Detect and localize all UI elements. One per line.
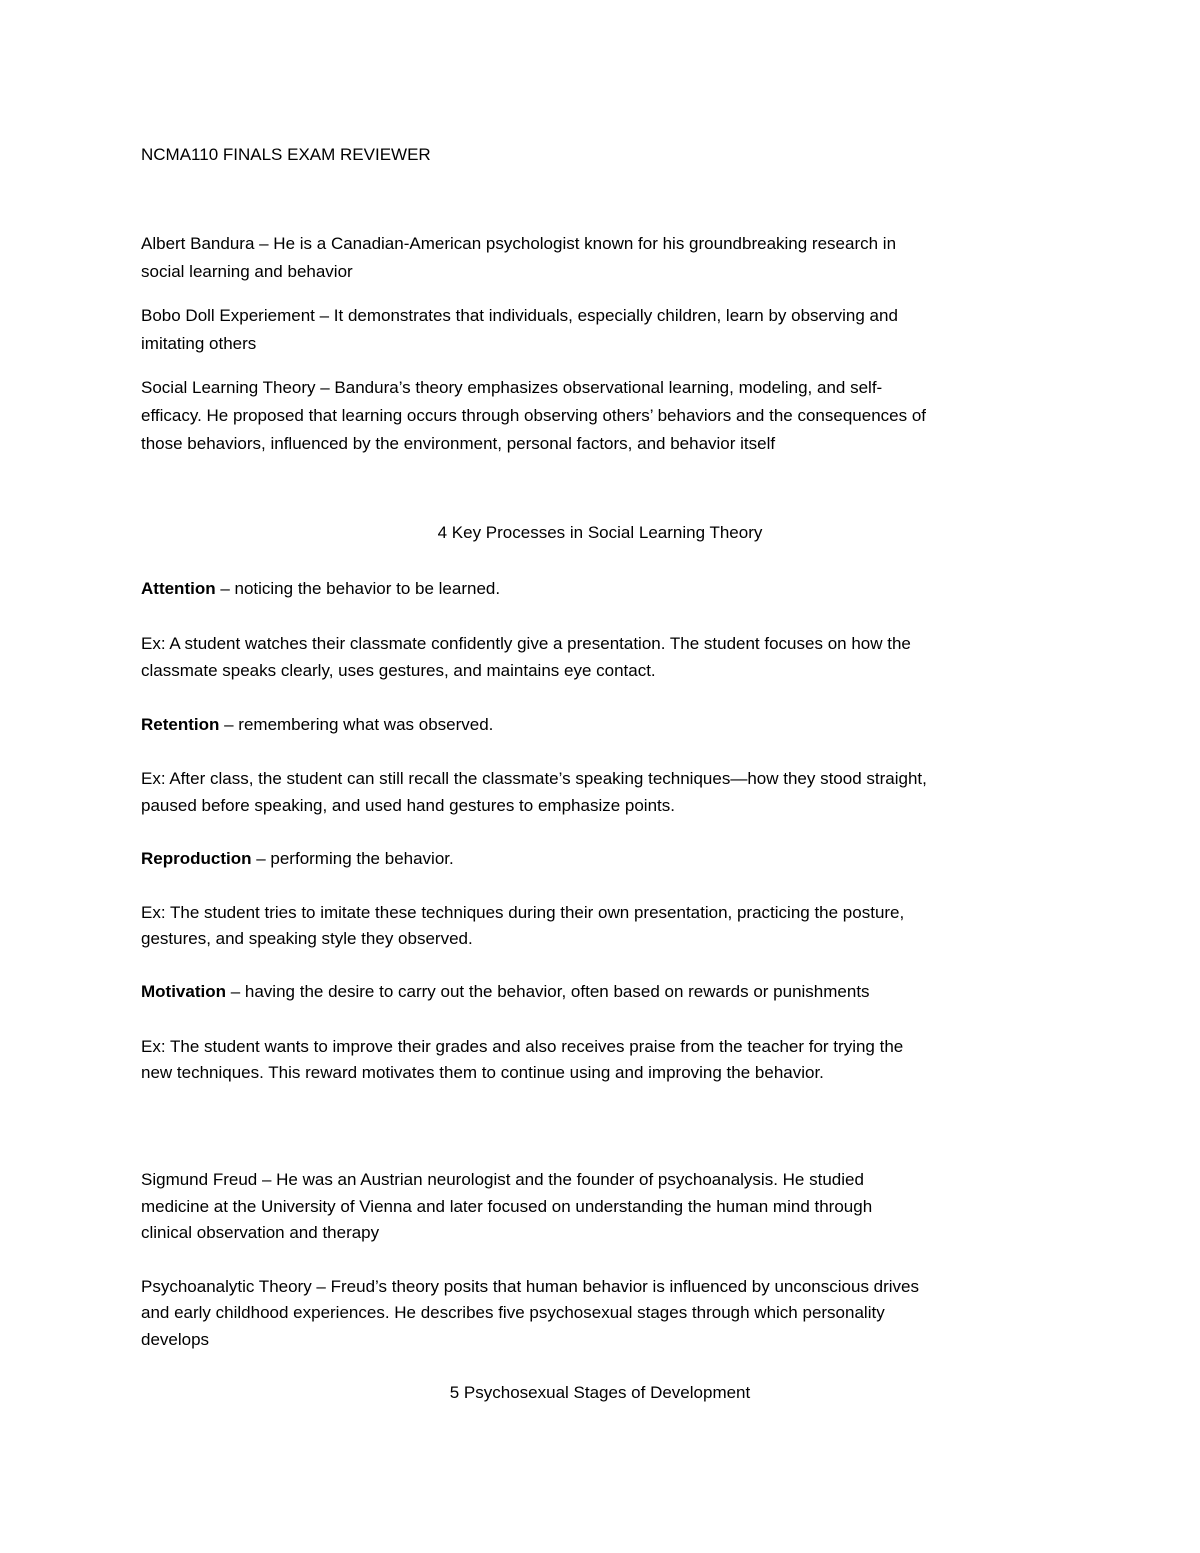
psychoanalytic-line-1: Psychoanalytic Theory – Freud’s theory posits that human behavior is influenced by unconscious drives	[141, 1277, 920, 1296]
attention-text: – noticing the behavior to be learned.	[215, 579, 501, 598]
retention-example-1: Ex: After class, the student can still recall the classmate’s speaking techniques—how they stood straight,	[141, 769, 927, 788]
bobo-line-1: Bobo Doll Experiement – It demonstrates that individuals, especially children, learn by observing and	[141, 306, 898, 325]
retention-term: Retention	[141, 715, 220, 734]
motivation-term: Motivation	[141, 982, 226, 1001]
retention-definition	[141, 715, 493, 735]
retention-example-2: paused before speaking, and used hand gestures to emphasize points.	[141, 796, 675, 815]
document-title: NCMA110 FINALS EXAM REVIEWER	[141, 145, 431, 164]
stages-heading: 5 Psychosexual Stages of Development	[449, 1383, 751, 1402]
freud-line-3: clinical observation and therapy	[141, 1223, 380, 1242]
bandura-line-2: social learning and behavior	[141, 262, 353, 281]
reproduction-definition	[141, 849, 454, 869]
attention-definition	[141, 579, 500, 599]
slt-line-1: Social Learning Theory – Bandura’s theory emphasizes observational learning, modeling, and self-	[141, 378, 883, 397]
attention-example-1: Ex: A student watches their classmate confidently give a presentation. The student focuses on how the	[141, 634, 911, 653]
motivation-definition	[141, 982, 870, 1002]
attention-term: Attention	[141, 579, 216, 598]
freud-line-1: Sigmund Freud – He was an Austrian neurologist and the founder of psychoanalysis. He studied	[141, 1170, 864, 1189]
slt-line-2: efficacy. He proposed that learning occurs through observing others’ behaviors and the consequences of	[141, 406, 927, 425]
attention-example-2: classmate speaks clearly, uses gestures, and maintains eye contact.	[141, 661, 656, 680]
reproduction-term: Reproduction	[141, 849, 252, 868]
reproduction-example-2: gestures, and speaking style they observed.	[141, 929, 473, 948]
motivation-example-2: new techniques. This reward motivates them to continue using and improving the behavior.	[141, 1063, 824, 1082]
slt-line-3: those behaviors, influenced by the environment, personal factors, and behavior itself	[141, 434, 776, 453]
retention-text: – remembering what was observed.	[219, 715, 494, 734]
processes-heading: 4 Key Processes in Social Learning Theory	[437, 523, 763, 542]
bobo-line-2: imitating others	[141, 334, 257, 353]
psychoanalytic-line-2: and early childhood experiences. He describes five psychosexual stages through which personality	[141, 1303, 885, 1322]
psychoanalytic-line-3: develops	[141, 1330, 210, 1349]
reproduction-text: – performing the behavior.	[251, 849, 454, 868]
reproduction-example-1: Ex: The student tries to imitate these techniques during their own presentation, practicing the posture,	[141, 903, 905, 922]
freud-line-2: medicine at the University of Vienna and later focused on understanding the human mind through	[141, 1197, 873, 1216]
motivation-text: – having the desire to carry out the behavior, often based on rewards or punishments	[226, 982, 870, 1001]
bandura-line-1: Albert Bandura – He is a Canadian-American psychologist known for his groundbreaking research in	[141, 234, 897, 253]
motivation-example-1: Ex: The student wants to improve their grades and also receives praise from the teacher for trying the	[141, 1037, 904, 1056]
